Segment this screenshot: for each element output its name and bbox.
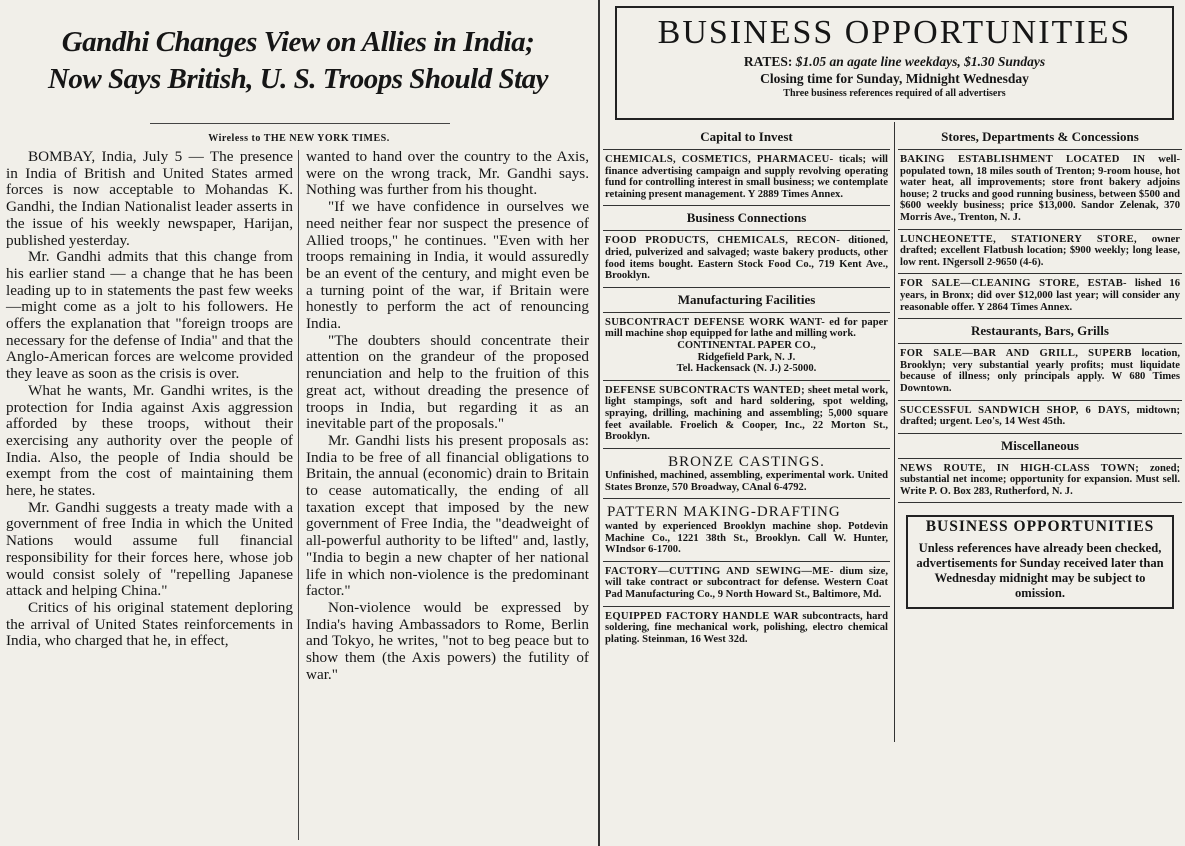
ad-listing (603, 150, 890, 206)
ad-listing (603, 607, 890, 651)
ad-listing (898, 459, 1182, 504)
ads-column-rule (894, 122, 895, 742)
notice-title: BUSINESS OPPORTUNITIES (925, 518, 1155, 536)
ad-company: CONTINENTAL PAPER CO., (677, 339, 816, 351)
category-header: Business Connections (603, 206, 890, 231)
paragraph: BOMBAY, India, July 5 — The presence in India of British and United States armed forces is now acceptable to Mohandas K. Gandhi, the Indian Nationalist leader asserts in the issue of his weekly newspaper, Harijan, published yesterday. (6, 148, 293, 249)
paragraph: "If we have confidence in ourselves we need neither fear nor suspect the presence of Allied troops," he continues. "Even with her troops remaining in India, it would assuredly be an event of the century, and might even be a turning point of the war, if Britain were honestly to perform the act of renouncing India. (306, 198, 589, 333)
ad-phone: Tel. Hackensack (N. J.) 2-5000. (676, 363, 817, 375)
ad-lead: FOOD PRODUCTS, CHEMICALS, RECON- (605, 235, 841, 247)
headline-line-2: Now Says British, U. S. Troops Should Stay (47, 63, 549, 95)
notice-box (906, 515, 1174, 609)
ads-right-column (898, 125, 1182, 609)
ad-body: location, Brooklyn; very substantial yearly profits; must liquidate because of illness; only principals apply. W 680 Times Downtown. (900, 348, 1180, 394)
page-divider (598, 0, 600, 846)
ad-lead: SUCCESSFUL SANDWICH SHOP, 6 DAYS, (900, 404, 1130, 416)
ads-title: BUSINESS OPPORTUNITIES (657, 14, 1132, 51)
ad-lead: BAKING ESTABLISHMENT LOCATED IN (900, 154, 1146, 165)
paragraph: Mr. Gandhi suggests a treaty made with a government of free India in which the United Nations would assume full financial responsibility for their forces here, whose job would consist solely of "repelling Japanese attack and helping China." (6, 498, 293, 600)
references-note: Three business references required of all advertisers (783, 88, 1006, 99)
byline: Wireless to THE NEW YORK TIMES. (208, 133, 390, 144)
ad-body: subcontracts, hard soldering, fine mechanical work, polishing, electro chemical plating. Steinman, 16 West 32d. (605, 610, 888, 645)
paragraph: What he wants, Mr. Gandhi writes, is the protection for India against Axis aggression afforded by these troops, without their exercising any authority over the people of India. Also, the people of India should be exempt from the cost of maintaining them here, he states. (6, 381, 293, 500)
ads-left-column (603, 125, 890, 650)
article-headline (8, 24, 588, 98)
paragraph: "The doubters should concentrate their attention on the grandeur of the proposed renunciation and help to the fruition of this great act, without dreading the presence of troops in India, but regarding it as an inevitable part of the proposals." (306, 331, 589, 433)
ad-listing (603, 449, 890, 500)
ad-display-header: PATTERN MAKING-DRAFTING (607, 504, 841, 521)
ad-lead: FACTORY—CUTTING AND SEWING—ME- (605, 565, 834, 577)
ad-listing (898, 344, 1182, 400)
ad-body: ed for paper mill machine shop equipped for lathe and milling work. (605, 316, 888, 340)
paragraph: Critics of his original statement deploring the arrival of United States reinforcements in India, who charged that he, in effect, (6, 598, 293, 650)
article-column-1 (6, 149, 293, 650)
category-header: Miscellaneous (898, 434, 1182, 459)
ad-body: lished 16 years, in Bronx; did over $12,000 last year; will consider any reasonable offer. Y 2864 Times Annex. (900, 278, 1180, 313)
ad-listing (603, 499, 890, 561)
ad-body: ditioned, dried, pulverized and salvaged; waste bakery products, other food items bought. Eastern Stock Food Co., 719 Kent Ave., Brooklyn. (605, 235, 888, 282)
category-header: Stores, Departments & Concessions (898, 125, 1182, 150)
rates-text: $1.05 an agate line weekdays, $1.30 Sundays (795, 54, 1046, 69)
ad-listing (898, 150, 1182, 230)
column-rule (298, 150, 299, 840)
ad-body: owner drafted; excellent Flatbush location; $900 weekly; long lease, low rent. INgersoll 2-9650 (4-6). (900, 233, 1180, 268)
ad-listing (898, 274, 1182, 319)
ad-lead: CHEMICALS, COSMETICS, PHARMACEU- (605, 154, 834, 165)
ad-lead: DEFENSE SUBCONTRACTS WANTED; (605, 384, 805, 396)
ad-lead: FOR SALE—CLEANING STORE, ESTAB- (900, 278, 1127, 290)
category-header: Capital to Invest (603, 125, 890, 150)
closing-time: Closing time for Sunday, Midnight Wednesday (760, 71, 1029, 86)
ad-listing (898, 401, 1182, 434)
paragraph: Mr. Gandhi admits that this change from his earlier stand — a change that he has been leading up to in statements the past few weeks—might come as a jolt to his followers. He offers the explanation that "foreign troops are necessary for the defense of India" and that the Anglo-American forces are welcome provided they leave as soon as the crisis is over. (6, 248, 293, 383)
ad-lead: LUNCHEONETTE, STATIONERY STORE, (900, 233, 1137, 245)
ad-body: wanted by experienced Brooklyn machine shop. Potdevin Machine Co., 1221 38th St., Brooklyn. Call W. Hunter, WIndsor 6-1700. (605, 521, 888, 556)
ad-address: Ridgefield Park, N. J. (697, 351, 796, 363)
ad-lead: FOR SALE—BAR AND GRILL, SUPERB (900, 348, 1132, 360)
ad-lead: SUBCONTRACT DEFENSE WORK WANT- (605, 316, 826, 328)
headline-rule (150, 123, 450, 124)
ad-display-header: BRONZE CASTINGS. (668, 453, 825, 470)
ad-lead: EQUIPPED FACTORY HANDLE WAR (605, 610, 799, 622)
ad-listing (603, 381, 890, 449)
notice-text: Unless references have already been checked, advertisements for Sunday received later than Wednesday midnight may be subject to omission. (916, 541, 1164, 601)
paragraph: Mr. Gandhi lists his present proposals as: India to be free of all financial obligations to Britain, the annual (economic) drain to Britain to cease automatically, the ending of all taxation except that imposed by the new government of Free India, the "deadweight of all-powerful authority to be lifted" and, lastly, "India to begin a new chapter of her national life in which non-violence is the predominant factor." (306, 431, 589, 600)
ad-listing (603, 313, 890, 381)
ad-body: dium size, will take contract or subcontract for defense. Western Coat Pad Manufacturing Co., 9 North Howard St., Baltimore, Md. (605, 565, 888, 601)
category-header: Restaurants, Bars, Grills (898, 319, 1182, 344)
classified-ads (601, 0, 1185, 846)
ad-body: sheet metal work, light stampings, soft and hard soldering, spot welding, spraying, drilling, machining and assembling; 5,000 square feet available. Froelich & Cooper, Inc., 22 Morton St., Brooklyn. (605, 384, 888, 443)
ad-body: well-populated town, 18 miles south of Trenton; 9-room house, hot water heat, all improvements; store front bakery adjoins house; 2 trucks and good running business, between $500 and $600 weekly business; price $13,000. Sandor Zelenak, 370 Morris Ave., Trenton, N. J. (900, 154, 1180, 223)
paragraph: Non-violence would be expressed by India's having Ambassadors to Rome, Berlin and Tokyo, he writes, "not to beg peace but to show them (the Axis powers) the futility of war." (306, 598, 589, 683)
ad-body: zoned; substantial net income; opportunity for expansion. Must sell. Write P. O. Box 283, Rutherford, N. J. (900, 462, 1180, 497)
article-column-2 (306, 149, 589, 684)
ad-listing (603, 562, 890, 607)
ads-rates (617, 54, 1172, 70)
ad-listing (603, 231, 890, 287)
rates-label: RATES: (743, 54, 793, 69)
ad-body: Unfinished, machined, assembling, experimental work. United States Bronze, 570 Broadway, CAnal 6-4792. (605, 470, 888, 493)
headline-line-1: Gandhi Changes View on Allies in India; (61, 26, 535, 58)
ads-header-box (615, 6, 1174, 120)
category-header: Manufacturing Facilities (603, 288, 890, 313)
ad-body: midtown; drafted; urgent. Leo's, 14 West 45th. (900, 404, 1180, 428)
paragraph: wanted to hand over the country to the Axis, were on the wrong track, Mr. Gandhi says. Nothing was further from his thought. (306, 148, 589, 199)
ad-lead: NEWS ROUTE, IN HIGH-CLASS TOWN; (900, 462, 1140, 474)
ad-body: ticals; will finance advertising campaign and supply revolving operating fund for controlling interest in small business; we contemplate retaining present management. Y 2889 Times Annex. (605, 154, 888, 200)
ad-listing (898, 230, 1182, 275)
